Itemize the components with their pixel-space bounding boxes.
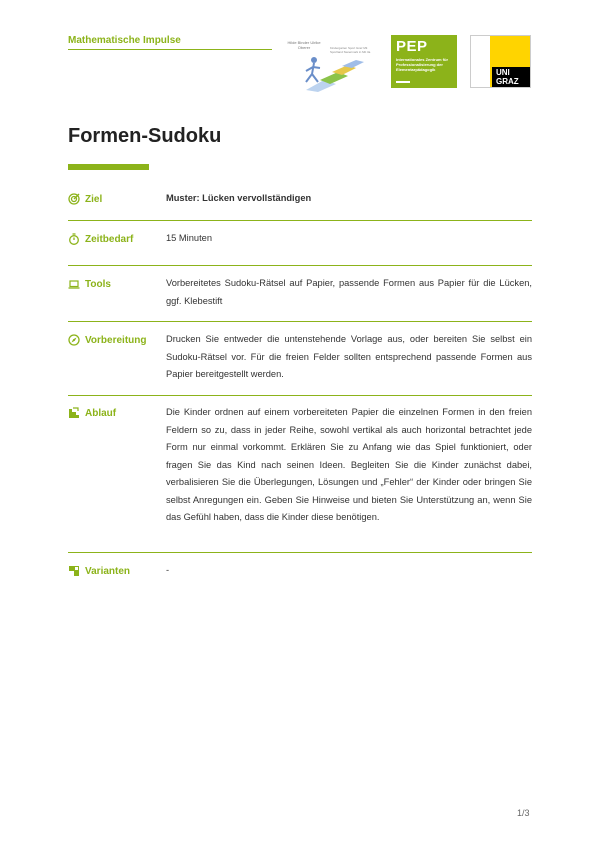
hopscotch-figure-icon xyxy=(284,38,376,92)
pep-logo-subtitle: Internationales Zentrum für Professionalisierung der Elementarpädagogik xyxy=(396,57,449,72)
target-icon xyxy=(68,193,80,205)
row-value: Die Kinder ordnen auf einem vorbereiteten Papier die einzelnen Formen in den freien Feldern so zu, dass in jeder Reihe, sowohl vertikal als auch horizontal betrachtet jede Form nur einmal vorkommt. Erklären Sie zu Anfang wie das Spiel funktioniert, oder fragen Sie das Kind nach seinen Ideen. Begleiten Sie die Kinder zunächst dabei, verbalisieren Sie die Überlegungen, Lösungen und „Fehler“ der Kinder oder bringen Sie selbst Anregungen ein. Geben Sie Hinweise und bieten Sie Unterstützung an, wenn Sie das Gefühl haben, dass die Kinder diese benötigen. xyxy=(166,407,532,522)
row-value: Vorbereitetes Sudoku-Rätsel auf Papier, passende Formen aus Papier für die Lücken, ggf. Klebestift xyxy=(166,278,532,306)
pep-logo xyxy=(391,35,457,88)
variants-icon xyxy=(68,565,80,577)
row-value: - xyxy=(166,565,170,575)
row-divider xyxy=(68,321,532,322)
uni-logo-text: UNI GRAZ xyxy=(496,68,519,86)
title-underline xyxy=(68,164,149,170)
stopwatch-icon xyxy=(68,233,80,245)
flow-icon xyxy=(68,407,80,419)
row-value: Muster: Lücken vervollständigen xyxy=(166,193,312,203)
laptop-icon xyxy=(68,278,80,290)
logo-left-text: Hilde Binder Ulrike Oberer xyxy=(287,40,321,50)
row-divider xyxy=(68,552,532,553)
row-divider xyxy=(68,220,532,221)
logo-left-sub: Kindergarten Sport Graz Mit Sportland Steiermark in Mit 3a xyxy=(330,46,371,54)
row-label xyxy=(68,334,146,346)
row-label xyxy=(68,278,111,290)
row-divider xyxy=(68,395,532,396)
row-label xyxy=(68,233,133,245)
row-label-text: Ablauf xyxy=(85,407,117,419)
pep-logo-bar xyxy=(396,81,410,83)
row-label-text: Vorbereitung xyxy=(85,334,147,346)
row-value: Drucken Sie entweder die untenstehende Vorlage aus, oder bereiten Sie selbst ein Sudoku-Rätsel vor. Für die freien Felder sollten entsprechend passende Formen aus Papier bereitgestellt werden. xyxy=(166,334,532,379)
row-label xyxy=(68,407,116,419)
row-value: 15 Minuten xyxy=(166,233,212,243)
row-divider xyxy=(68,265,532,266)
page-title: Formen-Sudoku xyxy=(68,125,222,147)
uni-graz-logo xyxy=(470,35,531,88)
row-label-text: Varianten xyxy=(85,565,131,577)
row-label xyxy=(68,565,130,577)
row-label xyxy=(68,193,102,205)
header-rule xyxy=(68,49,272,50)
page-number: 1/3 xyxy=(517,808,530,818)
row-label-text: Ziel xyxy=(85,193,103,205)
sports-kindergarten-logo xyxy=(284,38,376,92)
row-label-text: Tools xyxy=(85,278,111,290)
row-label-text: Zeitbedarf xyxy=(85,233,134,245)
compass-icon xyxy=(68,334,80,346)
pep-logo-title: PEP xyxy=(396,38,428,55)
header-title: Mathematische Impulse xyxy=(68,35,181,46)
